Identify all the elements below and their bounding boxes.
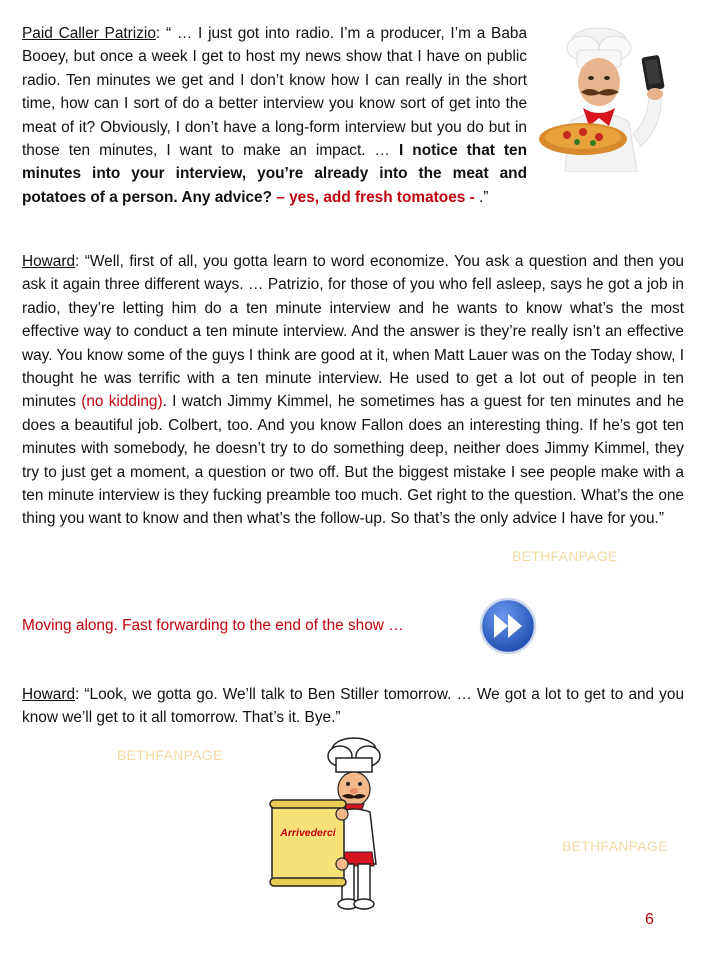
howard-speaker-1: Howard	[22, 253, 76, 270]
fast-forward-icon[interactable]	[479, 597, 537, 655]
watermark-2: BETHFANPAGE	[117, 747, 223, 763]
caller-speaker: Paid Caller Patrizio	[22, 25, 156, 42]
howard-red-note: (no kidding)	[81, 393, 163, 411]
chef-with-pizza-and-phone-icon	[537, 22, 687, 172]
caller-text: : “ … I just got into radio. I’m a producer, I’m a Baba Booey, but once a week I get to host my news show that I have on public radio. Ten minutes we get and I don’t know how I can really in the short time, how can I sort of do a better interview you know sort of get into the meat of it? Obviously, I don’t have a long-form interview but you do but in those ten minutes, I want to make an impact. …	[22, 25, 527, 160]
caller-paragraph	[22, 22, 684, 209]
howard-paragraph-1	[22, 250, 684, 531]
caller-red-note: – yes, add fresh tomatoes -	[272, 188, 475, 206]
caller-question: I notice that ten minutes into your interview, you’re already into the meat and potatoes of a person. Any advice?	[22, 142, 527, 206]
watermark-3: BETHFANPAGE	[562, 838, 668, 854]
howard-text-1a: : “Well, first of all, you gotta learn to word economize. You ask a question and then you ask it again three different ways. … Patrizio, for those of you who fell asleep, says he got a job in radio, they’re letting him do a ten minute interview and he wants to know what’s the most effective way to conduct a ten minute interview. And the answer is they’re really isn’t an effective way. You know some of the guys I think are good at it, when Matt Lauer was on the Today show, I thought he was terrific with a ten minute interview. He used to get a lot out of people in ten minutes	[22, 253, 684, 411]
moving-along-text: Moving along. Fast forwarding to the end of the show …	[22, 617, 404, 634]
howard-text-2: : “Look, we gotta go. We’ll talk to Ben Stiller tomorrow. … We got a lot to get to and you know we’ll get to it all tomorrow. That’s it. Bye.”	[22, 686, 684, 727]
page-number: 6	[645, 911, 654, 928]
howard-speaker-2: Howard	[22, 686, 76, 703]
watermark-1: BETHFANPAGE	[512, 548, 618, 564]
howard-text-1b: . I watch Jimmy Kimmel, he sometimes has a guest for ten minutes and he does a beautiful job. Colbert, too. And you know Fallon does an interesting thing. If he’s got ten minutes with somebody, he doesn’t try to do something deep, neither does Jimmy Kimmel, they try to just get a moment, a question or two off. But the biggest mistake I see people make with a ten minute interview is they fucking preamble too much. Get right to the question. What’s the one thing you want to know and then what’s the follow-up. So that’s the only advice I have for you.”	[22, 393, 685, 528]
howard-paragraph-2	[22, 683, 684, 730]
scroll-text: Arrivederci	[280, 827, 336, 839]
chef-cartoon-scroll-icon	[268, 734, 408, 914]
caller-end: .”	[474, 188, 489, 206]
